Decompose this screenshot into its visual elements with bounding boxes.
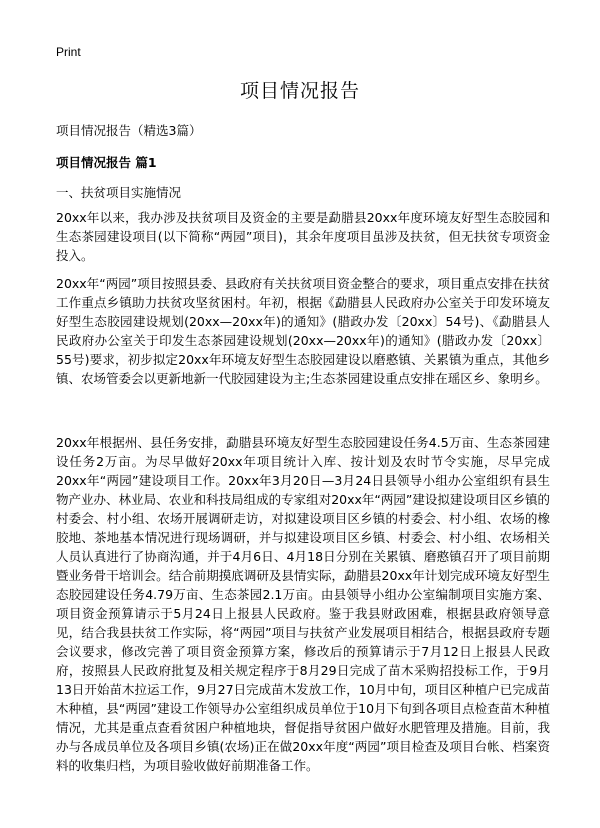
section-heading: 项目情况报告 篇1 <box>56 155 157 170</box>
body-paragraph-1: 20xx年以来，我办涉及扶贫项目及资金的主要是勐腊县20xx年度环境友好型生态胶园和生态茶园建设项目(以下简称“两园”项目)，其余年度项目虽涉及扶贫，但无扶贫专项资金投入。 <box>56 210 550 263</box>
section-item-heading: 一、扶贫项目实施情况 <box>56 185 182 200</box>
document-subtitle: 项目情况报告（精选3篇） <box>56 123 202 138</box>
body-paragraph-3: 20xx年根据州、县任务安排，勐腊县环境友好型生态胶园建设任务4.5万亩、生态茶园建设任务2万亩。为尽早做好20xx年项目统计入库、按计划及农时节令实施，尽早完成20xx年“两园”建设项目工作。20xx年3月20日—3月24日县领导小组办公室组织有县生物产业办、林业局、农业和科技局组成的专家组对20xx年“两园”建设拟建设项目区乡镇的村委会、村小组、农场开展调研走访，对拟建设项目区乡镇的村委会、村小组、农场的橡胶地、茶地基本情况进行现场调研，并与拟建设项目区乡镇、村委会、村小组、农场相关人员认真进行了协商沟通，并于4月6日、4月18日分别在关累镇、磨憨镇召开了项目前期暨业务骨干培训会。结合前期摸底调研及县情实际，勐腊县20xx年计划完成环境友好型生态胶园建设任务4.79万亩、生态茶园2.1万亩。由县领导小组办公室编制项目实施方案、项目资金预算请示于5月24日上报县人民政府。鉴于我县财政困难，根据县政府领导意见，结合我县扶贫工作实际，将“两园”项目与扶贫产业发展项目相结合，根据县政府专题会议要求，修改完善了项目资金预算方案，修改后的预算请示于7月12日上报县人民政府，按照县人民政府批复及相关规定程序于8月29日完成了苗木采购招投标工作，于9月13日开始苗木拉运工作，9月27日完成苗木发放工作，10月中旬，项目区种植户已完成苗木种植，县“两园”建设工作领导办公室组织成员单位于10月下旬到各项目点检查苗木种植情况，尤其是重点查看贫困户种植地块，督促指导贫困户做好水肥管理及措施。目前，我办与各成员单位及各项目乡镇(农场)正在做20xx年度“两园”项目检查及项目台帐、档案资料的收集归档，为项目验收做好前期准备工作。 <box>56 435 550 773</box>
print-link[interactable]: Print <box>56 45 81 59</box>
document-title: 项目情况报告 <box>239 80 360 102</box>
body-paragraph-2: 20xx年“两园”项目按照县委、县政府有关扶贫项目资金整合的要求，项目重点安排在扶贫工作重点乡镇助力扶贫攻坚贫困村。年初，根据《勐腊县人民政府办公室关于印发环境友好型生态胶园建设规划(20xx—20xx年)的通知》(腊政办发〔20xx〕54号)、《勐腊县人民政府办公室关于印发生态茶园建设规划(20xx—20xx年)的通知》(腊政办发〔20xx〕55号)要求，初步拟定20xx年环境友好型生态胶园建设以磨憨镇、关累镇为重点，其他乡镇、农场管委会以更新地新一代胶园建设为主;生态茶园建设重点安排在瑶区乡、象明乡。 <box>56 276 550 386</box>
